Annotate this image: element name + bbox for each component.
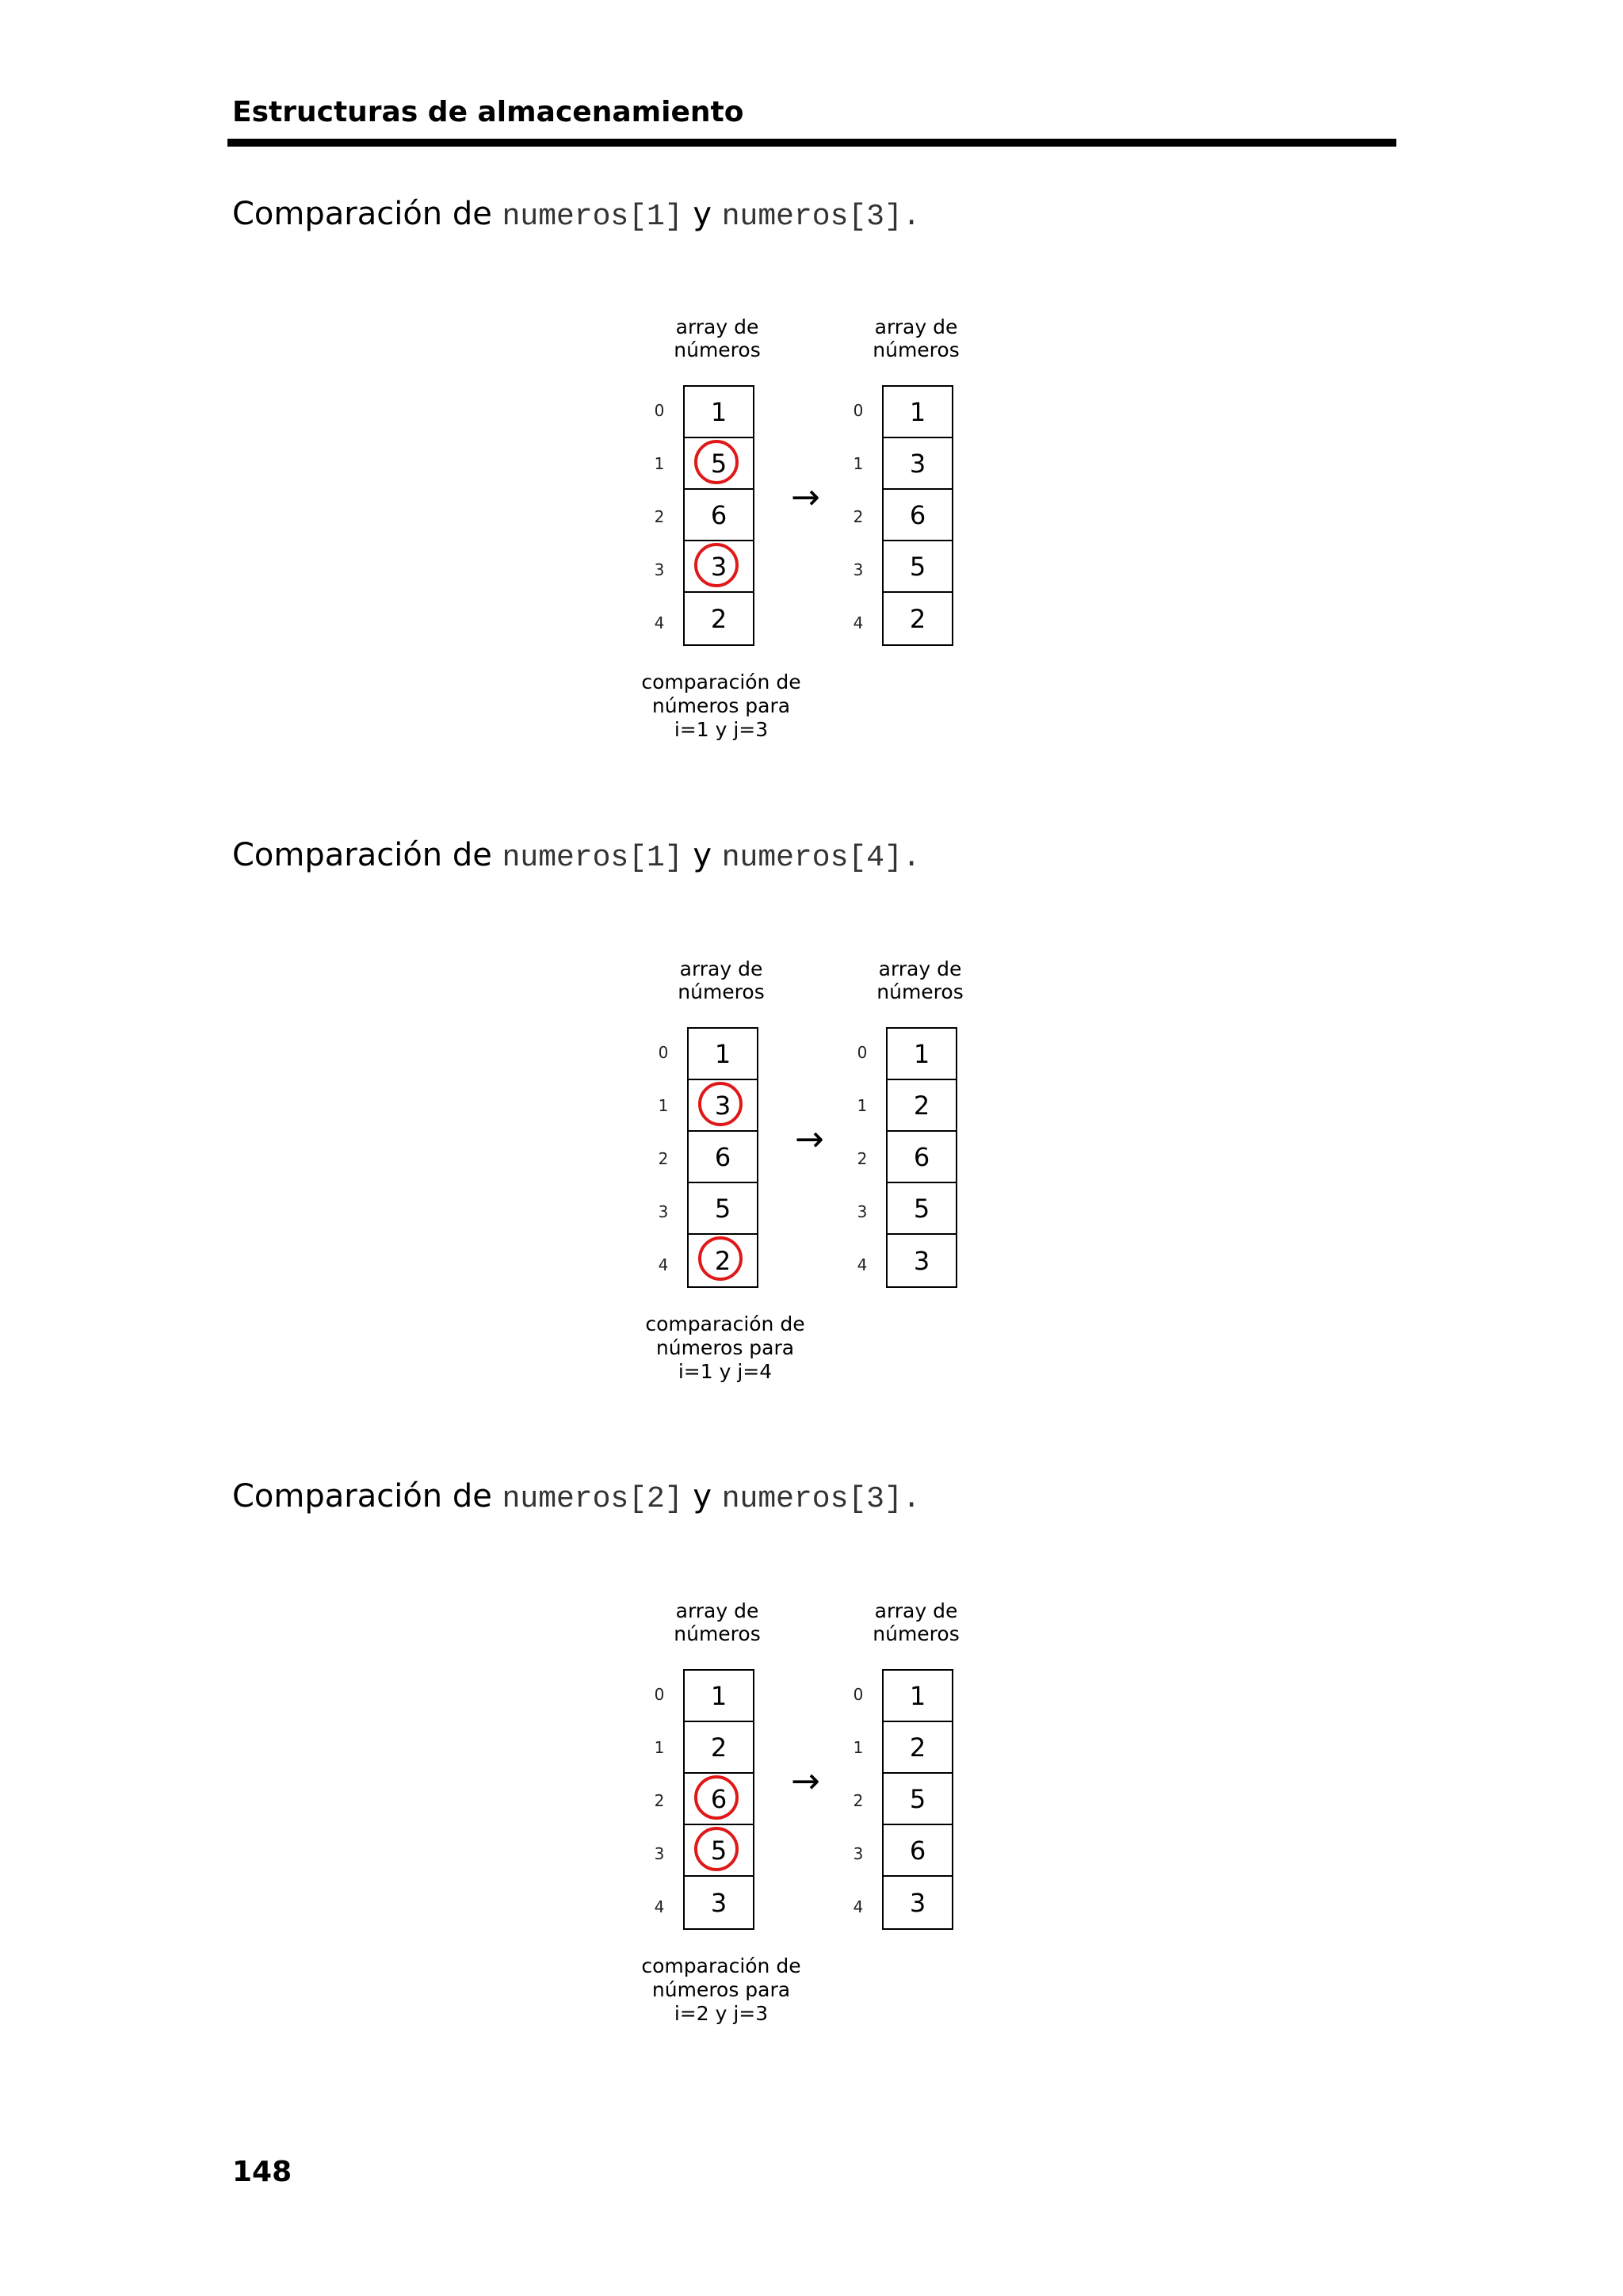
cell-value: 3 (909, 448, 926, 479)
array-index: 3 (654, 1844, 665, 1863)
array-cell (884, 593, 952, 644)
figure-caption (622, 1312, 828, 1384)
array-index: 0 (658, 1043, 669, 1062)
cell-value: 2 (909, 1732, 926, 1763)
array-index: 1 (853, 454, 864, 473)
array-cell (888, 1029, 956, 1080)
cell-value: 5 (710, 1835, 727, 1866)
cell-value: 3 (710, 551, 727, 582)
code-ref: numeros[4] (721, 841, 903, 875)
page-number: 148 (232, 2156, 292, 2188)
array-label (646, 315, 789, 361)
title-period: . (902, 1482, 921, 1516)
array-cell (685, 593, 753, 644)
array-cell (689, 1183, 757, 1235)
cell-value: 5 (913, 1193, 930, 1224)
title-conjunction: y (682, 1478, 722, 1515)
caption-line: i=1 y j=4 (678, 1360, 773, 1383)
array-box (886, 1027, 957, 1288)
array-index: 2 (654, 507, 665, 526)
cell-value: 5 (909, 551, 926, 582)
array-cell (888, 1080, 956, 1132)
code-ref: numeros[3] (721, 1482, 903, 1516)
array-label-line: array de (878, 957, 962, 980)
figure-caption (618, 1954, 824, 2026)
array-label-line: números (873, 1622, 960, 1645)
array-index: 2 (853, 507, 864, 526)
cell-value: 6 (913, 1141, 930, 1172)
array-index: 4 (654, 1897, 665, 1916)
array-cell (689, 1080, 757, 1132)
array-cell (888, 1183, 956, 1235)
array-cell (884, 541, 952, 593)
array-cell (884, 490, 952, 541)
cell-value: 6 (714, 1141, 731, 1172)
array-cell (685, 490, 753, 541)
array-box (683, 1669, 754, 1930)
array-index: 2 (658, 1149, 669, 1168)
cell-value: 1 (714, 1038, 731, 1069)
cell-value: 1 (909, 396, 926, 427)
array-cell (685, 438, 753, 490)
array-cell (685, 1825, 753, 1877)
cell-value: 2 (710, 603, 727, 634)
cell-value: 3 (909, 1887, 926, 1918)
array-label-line: números (674, 338, 761, 361)
array-index: 0 (857, 1043, 868, 1062)
array-cell (685, 541, 753, 593)
header-rule (227, 139, 1396, 147)
caption-line: comparación de (641, 670, 801, 693)
array-label (849, 957, 991, 1003)
array-cell (685, 1671, 753, 1722)
cell-value: 1 (710, 1680, 727, 1711)
cell-value: 5 (714, 1193, 731, 1224)
array-index: 2 (857, 1149, 868, 1168)
running-header: Estructuras de almacenamiento (232, 96, 744, 128)
array-index: 1 (853, 1738, 864, 1757)
title-conjunction: y (682, 837, 722, 873)
array-cell (689, 1235, 757, 1286)
caption-line: números para (651, 694, 791, 717)
array-index: 4 (853, 613, 864, 632)
array-cell (884, 438, 952, 490)
code-ref: numeros[1] (502, 200, 683, 234)
array-index: 3 (853, 1844, 864, 1863)
array-index: 0 (853, 401, 864, 420)
cell-value: 3 (913, 1245, 930, 1276)
array-index: 3 (658, 1202, 669, 1221)
title-prefix: Comparación de (232, 1478, 502, 1515)
cell-value: 5 (909, 1783, 926, 1814)
array-label-line: números (674, 1622, 761, 1645)
array-index: 1 (654, 454, 665, 473)
array-index: 1 (857, 1096, 868, 1115)
array-cell (685, 1774, 753, 1825)
section-title (232, 1476, 921, 1520)
array-index: 0 (654, 1685, 665, 1704)
array-index: 2 (654, 1791, 665, 1810)
cell-value: 2 (710, 1732, 727, 1763)
array-cell (884, 1877, 952, 1928)
caption-line: comparación de (645, 1312, 805, 1335)
cell-value: 2 (909, 603, 926, 634)
array-index: 2 (853, 1791, 864, 1810)
section-title (232, 835, 921, 879)
cell-value: 3 (710, 1887, 727, 1918)
array-index: 3 (857, 1202, 868, 1221)
array-label-line: array de (675, 315, 759, 338)
cell-value: 6 (710, 499, 727, 530)
array-index: 4 (658, 1255, 669, 1274)
code-ref: numeros[2] (502, 1482, 683, 1516)
array-index: 3 (654, 560, 665, 579)
caption-line: números para (651, 1978, 791, 2001)
array-index: 4 (857, 1255, 868, 1274)
title-conjunction: y (682, 196, 722, 232)
array-cell (884, 1825, 952, 1877)
array-box (687, 1027, 758, 1288)
array-cell (884, 1671, 952, 1722)
array-cell (884, 1774, 952, 1825)
cell-value: 1 (909, 1680, 926, 1711)
cell-value: 6 (909, 499, 926, 530)
arrow-right-icon: → (795, 1119, 824, 1159)
array-cell (888, 1235, 956, 1286)
array-cell (689, 1029, 757, 1080)
array-label-line: números (876, 980, 964, 1003)
title-prefix: Comparación de (232, 837, 502, 873)
array-cell (689, 1132, 757, 1183)
array-cell (888, 1132, 956, 1183)
array-label-line: array de (675, 1599, 759, 1622)
cell-value: 3 (714, 1090, 731, 1121)
array-index: 0 (853, 1685, 864, 1704)
array-label (845, 1599, 987, 1645)
array-index: 4 (853, 1897, 864, 1916)
title-period: . (902, 200, 921, 234)
array-label-line: números (873, 338, 960, 361)
title-prefix: Comparación de (232, 196, 502, 232)
array-label (650, 957, 792, 1003)
title-period: . (902, 841, 921, 875)
cell-value: 1 (710, 396, 727, 427)
code-ref: numeros[1] (502, 841, 683, 875)
cell-value: 5 (710, 448, 727, 479)
array-label (646, 1599, 789, 1645)
array-index: 0 (654, 401, 665, 420)
arrow-right-icon: → (791, 1761, 820, 1801)
caption-line: i=1 y j=3 (674, 718, 769, 741)
array-label (845, 315, 987, 361)
array-index: 4 (654, 613, 665, 632)
cell-value: 1 (913, 1038, 930, 1069)
array-label-line: array de (874, 1599, 958, 1622)
caption-line: comparación de (641, 1954, 801, 1977)
array-box (882, 1669, 953, 1930)
figure-caption (618, 670, 824, 742)
cell-value: 2 (714, 1245, 731, 1276)
array-label-line: números (678, 980, 765, 1003)
array-index: 3 (853, 560, 864, 579)
array-box (683, 385, 754, 646)
array-index: 1 (654, 1738, 665, 1757)
array-label-line: array de (874, 315, 958, 338)
array-cell (884, 387, 952, 438)
cell-value: 2 (913, 1090, 930, 1121)
array-cell (884, 1722, 952, 1774)
cell-value: 6 (909, 1835, 926, 1866)
caption-line: números para (655, 1336, 795, 1359)
section-title (232, 193, 921, 238)
array-cell (685, 1722, 753, 1774)
caption-line: i=2 y j=3 (674, 2002, 769, 2025)
code-ref: numeros[3] (721, 200, 903, 234)
cell-value: 6 (710, 1783, 727, 1814)
array-cell (685, 387, 753, 438)
array-label-line: array de (679, 957, 763, 980)
arrow-right-icon: → (791, 477, 820, 518)
array-index: 1 (658, 1096, 669, 1115)
array-cell (685, 1877, 753, 1928)
array-box (882, 385, 953, 646)
